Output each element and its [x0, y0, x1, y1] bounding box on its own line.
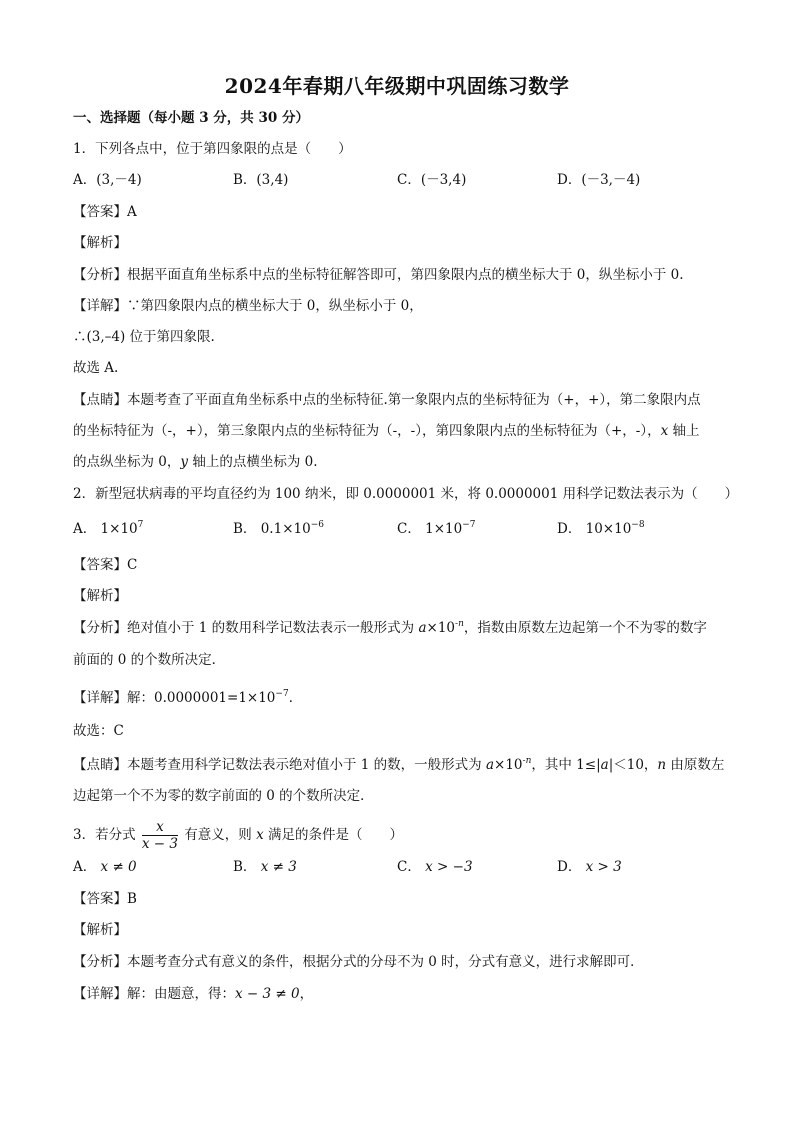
q1-option-d: D．(－3,－4) — [557, 172, 641, 188]
q1-comment-line2: 的坐标特征为（-，+），第三象限内点的坐标特征为（-，-），第四象限内点的坐标特征为（+，-），x 轴上 — [73, 423, 700, 439]
q1-stem: 1．下列各点中，位于第四象限的点是（ ） — [73, 141, 352, 157]
q1-fenxi: 【分析】根据平面直角坐标系中点的坐标特征解答即可，第四象限内点的横坐标大于 0，纵坐标小于 0. — [73, 267, 684, 283]
q3-fraction: $\frac{x}{x - 3}$ — [141, 819, 178, 852]
q1-detail: 【详解】∵第四象限内点的横坐标大于 0，纵坐标小于 0， — [73, 298, 423, 314]
q1-comment: 【点睛】本题考查了平面直角坐标系中点的坐标特征.第一象限内点的坐标特征为（+，+），第二象限内点 — [73, 392, 701, 408]
q2-option-a: A． $1\times 10^7$ — [73, 520, 144, 537]
q2-option-d: D． $10\times 10^{-8}$ — [557, 520, 645, 537]
q1-option-b: B．(3,4) — [233, 172, 289, 188]
q1-analysis-tag: 【解析】 — [73, 235, 127, 251]
q3-analysis-tag: 【解析】 — [73, 922, 127, 938]
q2-answer: 【答案】C — [73, 557, 138, 573]
q3-stem: 3．若分式 $\frac{x}{x - 3}$ 有意义，则 x 满足的条件是（ ） — [73, 819, 404, 852]
q2-fenxi: 【分析】绝对值小于 1 的数用科学记数法表示一般形式为 $a\times 10^{-n}$，指数由原数左边起第一个不为零的数字 — [73, 619, 707, 636]
q3-option-d: D． x > 3 — [557, 859, 622, 875]
q2-option-b: B． $0.1\times 10^{-6}$ — [233, 520, 324, 537]
q2-analysis-tag: 【解析】 — [73, 588, 127, 604]
q3-detail: 【详解】解：由题意，得：x − 3 ≠ 0， — [73, 986, 314, 1002]
q1-option-c: C．(－3,4) — [397, 172, 467, 188]
q3-fenxi: 【分析】本题考查分式有意义的条件，根据分式的分母不为 0 时，分式有意义，进行求解即可． — [73, 954, 644, 970]
q2-comment: 【点睛】本题考查用科学记数法表示绝对值小于 1 的数，一般形式为 $a\times 10^{-n}$，其中 1≤|a|＜10，n 由原数左 — [73, 756, 725, 773]
q1-detail-line2: ∴(3,–4) 位于第四象限. — [73, 329, 215, 345]
q2-comment-line2: 边起第一个不为零的数字前面的 0 的个数所决定． — [73, 788, 374, 804]
q1-option-a: A．(3,－4) — [73, 172, 142, 188]
q1-choose: 故选 A. — [73, 360, 119, 376]
q3-option-a: A． x ≠ 0 — [73, 859, 137, 875]
q3-answer: 【答案】B — [73, 891, 137, 907]
q1-comment-line3: 的点纵坐标为 0，y 轴上的点横坐标为 0. — [73, 454, 318, 470]
q2-option-c: C． $1\times 10^{-7}$ — [397, 520, 476, 537]
q2-detail: 【详解】解：$0.0000001=1\times 10^{-7}$． — [73, 689, 303, 706]
q3-option-b: B． x ≠ 3 — [233, 859, 297, 875]
q2-stem: 2．新型冠状病毒的平均直径约为 100 纳米，即 0.0000001 米，将 0.0000001 用科学记数法表示为（ ） — [73, 486, 739, 502]
page-title: 2024年春期八年级期中巩固练习数学 — [224, 74, 570, 98]
q1-answer: 【答案】A — [73, 204, 137, 220]
q3-option-c: C． x > −3 — [397, 859, 473, 875]
q2-choose: 故选：C — [73, 723, 124, 739]
q2-fenxi-line2: 前面的 0 的个数所决定． — [73, 652, 226, 668]
section-heading: 一、选择题（每小题 3 分，共 30 分） — [73, 110, 309, 126]
